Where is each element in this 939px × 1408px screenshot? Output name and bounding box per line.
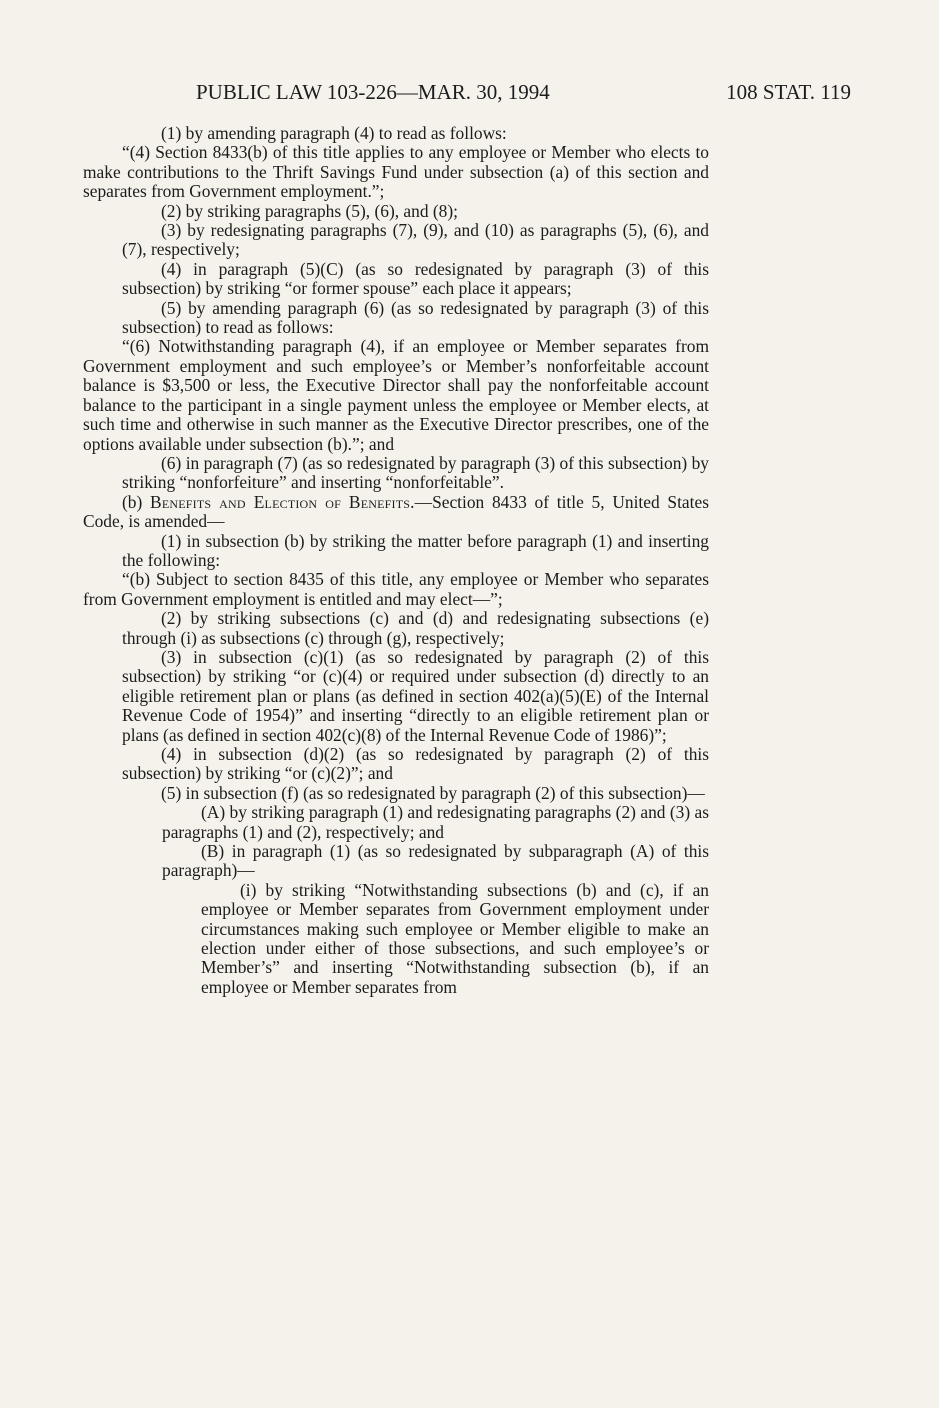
subparagraph-B: (B) in paragraph (1) (as so redesignated by subparagraph (A) of this paragraph)— bbox=[162, 841, 709, 881]
subsection-b-heading: Benefits and Election of Benefits. bbox=[150, 491, 415, 512]
quoted-paragraph-6: “(6) Notwithstanding paragraph (4), if an employee or Member separates from Government employment and such employee’s or Member’s nonforfeitable account balance is $3,500 or less, the Executive Director shall pay the nonforfeitable account balance to the participant in a single payment unless the employee or Member elects, at such time and otherwise in such manner as the Executive Director prescribes, one of the options available under subsection (b).”; and bbox=[83, 336, 709, 454]
subparagraph-A: (A) by striking paragraph (1) and redesignating paragraphs (2) and (3) as paragraphs (1) and (2), respectively; and bbox=[162, 802, 709, 842]
header-title: PUBLIC LAW 103-226—MAR. 30, 1994 bbox=[196, 80, 550, 104]
b-paragraph-3: (3) in subsection (c)(1) (as so redesignated by paragraph (2) of this subsection) by striking “or (c)(4) or required under subsection (d) directly to an eligible retirement plan or plans (as defined in section 402(a)(5)(E) of the Internal Revenue Code of 1954)” and inserting “directly to an eligible retirement plan or plans (as defined in section 402(c)(8) of the Internal Revenue Code of 1986)”; bbox=[122, 646, 709, 745]
paragraph-4: (4) in paragraph (5)(C) (as so redesignated by paragraph (3) of this subsection) by striking “or former spouse” each place it appears; bbox=[122, 258, 709, 299]
b-paragraph-2: (2) by striking subsections (c) and (d) and redesignating subsections (e) through (i) as subsections (c) through (g), respectively; bbox=[122, 608, 709, 648]
b-paragraph-1: (1) in subsection (b) by striking the matter before paragraph (1) and inserting the following: bbox=[122, 530, 709, 570]
header-statute-citation: 108 STAT. 119 bbox=[726, 80, 851, 104]
b-paragraph-4: (4) in subsection (d)(2) (as so redesignated by paragraph (2) of this subsection) by striking “or (c)(2)”; and bbox=[122, 744, 709, 784]
paragraph-3: (3) by redesignating paragraphs (7), (9), and (10) as paragraphs (5), (6), and (7), respectively; bbox=[122, 220, 709, 260]
b-paragraph-5: (5) in subsection (f) (as so redesignated by paragraph (2) of this subsection)— bbox=[161, 782, 705, 803]
paragraph-2: (2) by striking paragraphs (5), (6), and (8); bbox=[161, 200, 458, 221]
document-body bbox=[83, 124, 709, 997]
clause-i: (i) by striking “Notwithstanding subsections (b) and (c), if an employee or Member separates from Government employment under circumstances making such employee or Member eligible to make an election under either of those subsections, and such employee’s or Member’s” and inserting “Notwithstanding subsection (b), if an employee or Member separates from bbox=[201, 879, 709, 997]
quoted-subsection-b: “(b) Subject to section 8435 of this title, any employee or Member who separates from Government employment is entitled and may elect—”; bbox=[83, 569, 709, 609]
page-header bbox=[196, 80, 851, 108]
subsection-b bbox=[83, 493, 709, 532]
paragraph-6: (6) in paragraph (7) (as so redesignated by paragraph (3) of this subsection) by striking “nonforfeiture” and inserting “nonforfeitable”. bbox=[122, 452, 709, 493]
subsection-b-label: (b) bbox=[122, 491, 151, 512]
quoted-paragraph-4: “(4) Section 8433(b) of this title applies to any employee or Member who elects to make contributions to the Thrift Savings Fund under subsection (a) of this section and separates from Government employment.”; bbox=[83, 142, 709, 202]
subsection-b-text: —Section 8433 of title 5, United States Code, is amended— bbox=[83, 491, 709, 532]
paragraph-1: (1) by amending paragraph (4) to read as follows: bbox=[161, 123, 507, 143]
paragraph-5: (5) by amending paragraph (6) (as so redesignated by paragraph (3) of this subsection) to read as follows: bbox=[122, 297, 709, 338]
